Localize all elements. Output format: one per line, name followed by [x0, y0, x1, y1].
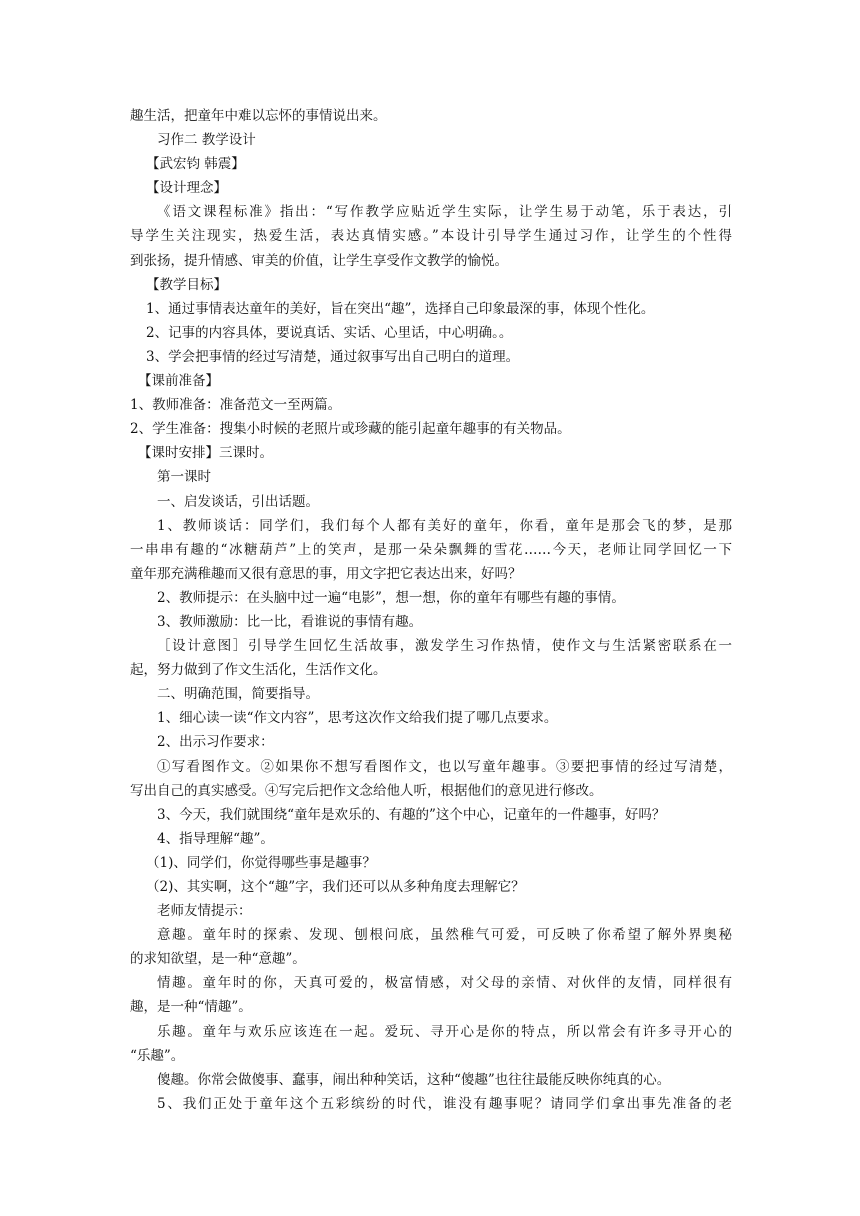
paragraph-line: 5、我们正处于童年这个五彩缤纷的时代，谁没有趣事呢？请同学们拿出事先准备的老 — [157, 1095, 732, 1112]
document-body — [130, 104, 732, 1116]
list-item: 3、今天，我们就围绕“童年是欢乐的、有趣的”这个中心，记童年的一件趣事，好吗？ — [157, 806, 666, 823]
section-heading: 【课时安排】三课时。 — [138, 445, 273, 462]
paragraph-line: ①写看图作文。②如果你不想写看图作文，也以写童年趣事。③要把事情的经过写清楚， — [157, 758, 732, 775]
sub-item: （1)、同学们，你觉得哪些事是趣事？ — [146, 854, 376, 871]
paragraph-line: 童年那充满稚趣而又很有意思的事，用文字把它表达出来，好吗？ — [130, 565, 522, 582]
paragraph-line: 到张扬，提升情感、审美的价值，让学生享受作文教学的愉悦。 — [130, 252, 508, 269]
list-item: 4、指导理解“趣”。 — [157, 830, 274, 847]
paragraph-line: 乐趣。童年与欢乐应该连在一起。爱玩、寻开心是你的特点，所以常会有许多寻开心的 — [157, 1023, 732, 1040]
paragraph-line: 《语文课程标准》指出：“写作教学应贴近学生实际，让学生易于动笔，乐于表达，引 — [157, 204, 732, 221]
paragraph-line: 情趣。童年时的你，天真可爱的，极富情感，对父母的亲情、对伙伴的友情，同样很有 — [157, 975, 732, 992]
paragraph-line: 趣生活，把童年中难以忘怀的事情说出来。 — [130, 108, 387, 124]
section-heading: 老师友情提示： — [157, 903, 252, 920]
paragraph-line: 意趣。童年时的探索、发现、刨根问底，虽然稚气可爱，可反映了你希望了解外界奥秘 — [157, 927, 732, 944]
list-item: 2、记事的内容具体，要说真话、实话、心里话，中心明确。。 — [146, 324, 513, 341]
paragraph-line: 起，努力做到了作文生活化，生活作文化。 — [130, 662, 387, 679]
list-item: 3、学会把事情的经过写清楚，通过叙事写出自己明白的道理。 — [146, 348, 520, 365]
section-heading: 一、启发谈话，引出话题。 — [157, 493, 319, 510]
sub-item: （2)、其实啊，这个“趣”字，我们还可以从多种角度去理解它？ — [146, 879, 525, 895]
section-heading: 【教学目标】 — [146, 276, 227, 293]
paragraph-line: “乐趣”。 — [130, 1047, 185, 1064]
paragraph-line: 写出自己的真实感受。④写完后把作文念给他人听，根据他们的意见进行修改。 — [130, 782, 603, 799]
section-heading: 二、明确范围，简要指导。 — [157, 686, 319, 703]
list-item: 2、出示习作要求： — [157, 734, 274, 751]
list-item: 2、教师提示：在头脑中过一遍“电影”，想一想，你的童年有哪些有趣的事情。 — [157, 589, 625, 606]
paragraph-line: 导学生关注现实，热爱生活，表达真情实感。”本设计引导学生通过习作，让学生的个性得 — [130, 228, 732, 245]
list-item: 3、教师激励：比一比，看谁说的事情有趣。 — [157, 613, 423, 630]
list-item: 1、通过事情表达童年的美好，旨在突出“趣”，选择自己印象最深的事，体现个性化。 — [146, 300, 655, 317]
paragraph-line: 趣，是一种“情趣”。 — [130, 999, 252, 1016]
section-heading: 【课前准备】 — [138, 373, 219, 390]
paragraph-line: 1、教师谈话：同学们，我们每个人都有美好的童年，你看，童年是那会飞的梦，是那 — [157, 517, 732, 534]
paragraph-line: 傻趣。你常会做傻事、蠢事，闹出种种笑话，这种“傻趣”也往往最能反映你纯真的心。 — [157, 1071, 671, 1088]
list-item: 2、学生准备：搜集小时候的老照片或珍藏的能引起童年趣事的有关物品。 — [130, 421, 571, 438]
section-title: 习作二 教学设计 — [157, 132, 256, 149]
paragraph-line: 一串串有趣的“冰糖葫芦”上的笑声，是那一朵朵飘舞的雪花……今天，老师让同学回忆一下 — [130, 541, 732, 558]
paragraph-line: 的求知欲望，是一种“意趣”。 — [130, 951, 306, 968]
author-line: 【武宏钧 韩震】 — [146, 156, 245, 173]
list-item: 1、细心读一读“作文内容”，思考这次作文给我们提了哪几点要求。 — [157, 710, 558, 727]
section-heading: 【设计理念】 — [146, 180, 227, 197]
list-item: 1、教师准备：准备范文一至两篇。 — [130, 397, 342, 414]
paragraph-line: ［设计意图］引导学生回忆生活故事，激发学生习作热情，使作文与生活紧密联系在一 — [157, 638, 732, 655]
section-heading: 第一课时 — [157, 469, 211, 486]
